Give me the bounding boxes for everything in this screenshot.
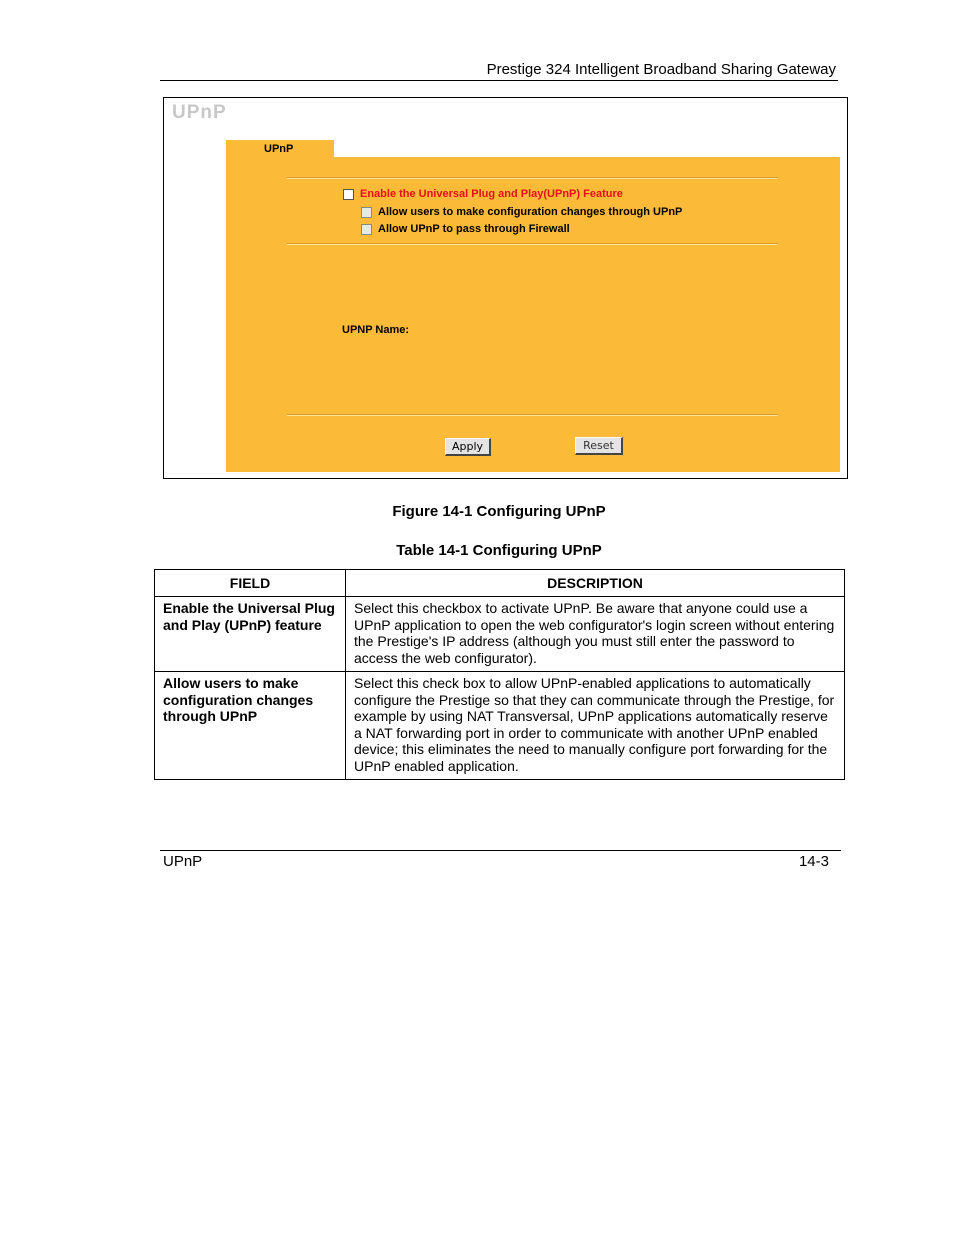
description-column-header: DESCRIPTION <box>346 570 845 597</box>
firewall-pass-label: Allow UPnP to pass through Firewall <box>378 223 570 235</box>
field-description-table <box>154 569 845 780</box>
apply-button[interactable]: Apply <box>445 438 491 456</box>
table-row <box>155 672 845 780</box>
enable-upnp-label: Enable the Universal Plug and Play(UPnP) Feature <box>360 188 623 200</box>
description-cell: Select this checkbox to activate UPnP. Be aware that anyone could use a UPnP application to open the web configurator's login screen without entering the Prestige's IP address (although you must still enter the password to access the web configurator). <box>346 597 845 672</box>
header-rule <box>160 80 838 81</box>
screen-title: UPnP <box>172 102 227 123</box>
footer-section: UPnP <box>163 853 203 870</box>
figure-screenshot <box>163 97 848 479</box>
tab-label: UPnP <box>264 143 294 155</box>
footer-rule <box>160 850 841 851</box>
reset-button[interactable]: Reset <box>575 437 623 455</box>
page-number: 14-3 <box>798 853 829 870</box>
enable-upnp-option[interactable] <box>343 188 623 201</box>
firewall-pass-option[interactable] <box>361 223 570 236</box>
allow-config-option[interactable] <box>361 206 682 219</box>
divider-top <box>287 177 778 179</box>
upnp-panel <box>226 157 840 472</box>
field-column-header: FIELD <box>155 570 346 597</box>
field-cell: Allow users to make configuration changes through UPnP <box>155 672 346 780</box>
upnp-name-label: UPNP Name: <box>342 324 410 336</box>
field-cell: Enable the Universal Plug and Play (UPnP) feature <box>155 597 346 672</box>
figure-caption: Figure 14-1 Configuring UPnP <box>392 503 606 520</box>
enable-upnp-checkbox[interactable] <box>343 189 354 200</box>
allow-config-checkbox[interactable] <box>361 207 372 218</box>
table-caption: Table 14-1 Configuring UPnP <box>396 542 602 559</box>
description-cell: Select this check box to allow UPnP-enabled applications to automatically configure the Prestige so that they can communicate through the Prestige, for example by using NAT Transversal, UPnP applications automatically reserve a NAT forwarding port in order to communicate with another UPnP enabled device; this eliminates the need to manually configure port forwarding for the UPnP enabled application. <box>346 672 845 780</box>
running-header: Prestige 324 Intelligent Broadband Sharing Gateway <box>486 61 836 78</box>
allow-config-label: Allow users to make configuration changes through UPnP <box>378 206 683 218</box>
table-header-row <box>155 570 845 597</box>
tab-upnp[interactable] <box>226 140 334 158</box>
divider-bottom <box>287 414 778 416</box>
firewall-pass-checkbox[interactable] <box>361 224 372 235</box>
table-row <box>155 597 845 672</box>
divider-middle <box>287 243 778 245</box>
